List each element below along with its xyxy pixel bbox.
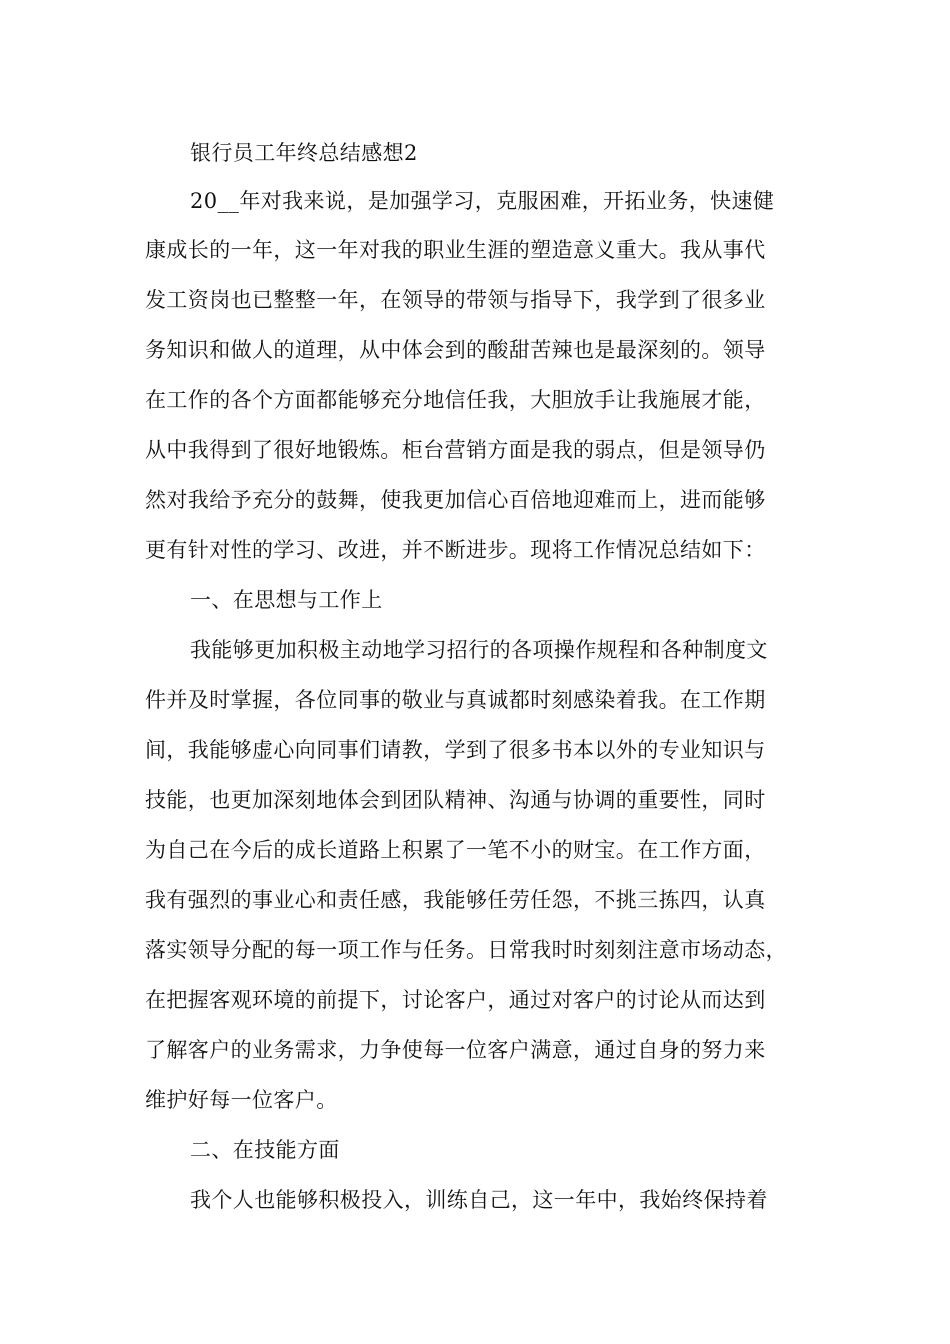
paragraph-line: 在工作的各个方面都能够充分地信任我，大胆放手让我施展才能，: [145, 388, 766, 412]
paragraph-line: 务知识和做人的道理，从中体会到的酸甜苦辣也是最深刻的。领导: [145, 338, 766, 362]
paragraph-line: 康成长的一年，这一年对我的职业生涯的塑造意义重大。我从事代: [145, 238, 766, 262]
paragraph-line: 维护好每一位客户。: [145, 1088, 338, 1112]
paragraph-line: 落实领导分配的每一项工作与任务。日常我时时刻刻注意市场动态，: [145, 938, 787, 962]
section-heading: 二、在技能方面: [190, 1138, 340, 1162]
paragraph-line: 在把握客观环境的前提下，讨论客户，通过对客户的讨论从而达到: [145, 988, 766, 1012]
paragraph-line: 件并及时掌握，各位同事的敬业与真诚都时刻感染着我。在工作期: [145, 688, 766, 712]
paragraph-line: 了解客户的业务需求，力争使每一位客户满意，通过自身的努力来: [145, 1038, 766, 1062]
paragraph-line: 更有针对性的学习、改进，并不断进步。现将工作情况总结如下：: [145, 538, 766, 562]
paragraph-line: 为自己在今后的成长道路上积累了一笔不小的财宝。在工作方面，: [145, 838, 766, 862]
paragraph-line: 20__年对我来说，是加强学习，克服困难，开拓业务，快速健: [190, 189, 775, 213]
document-title: 银行员工年终总结感想2: [190, 141, 418, 165]
paragraph-line: 我个人也能够积极投入，训练自己，这一年中，我始终保持着: [190, 1188, 768, 1212]
paragraph-line: 我有强烈的事业心和责任感，我能够任劳任怨，不挑三拣四，认真: [145, 888, 766, 912]
paragraph-line: 发工资岗也已整整一年，在领导的带领与指导下，我学到了很多业: [145, 288, 766, 312]
paragraph-line: 技能，也更加深刻地体会到团队精神、沟通与协调的重要性，同时: [145, 788, 766, 812]
paragraph-line: 间，我能够虚心向同事们请教，学到了很多书本以外的专业知识与: [145, 738, 766, 762]
paragraph-line: 然对我给予充分的鼓舞，使我更加信心百倍地迎难而上，进而能够: [145, 488, 766, 512]
paragraph-line: 从中我得到了很好地锻炼。柜台营销方面是我的弱点，但是领导仍: [145, 438, 766, 462]
paragraph-line: 我能够更加积极主动地学习招行的各项操作规程和各种制度文: [190, 638, 768, 662]
section-heading: 一、在思想与工作上: [190, 588, 383, 612]
